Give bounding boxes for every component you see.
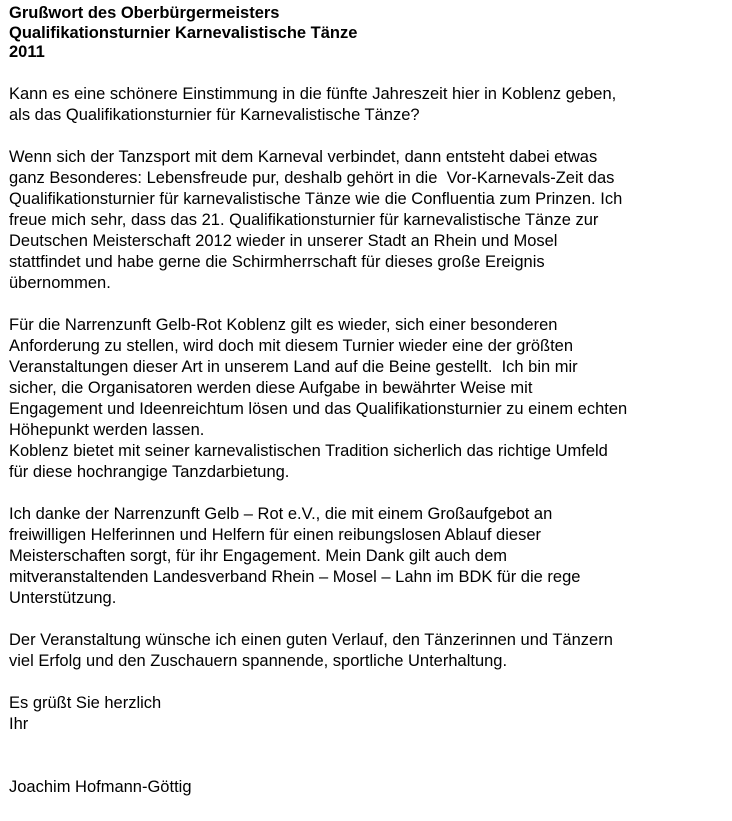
closing-ihr: Ihr [9,714,29,733]
paragraph-tanzsport [9,147,732,294]
text-line: Der Veranstaltung wünsche ich einen guten Verlauf, den Tänzerinnen und Tänzern [9,630,613,649]
text-line: übernommen. [9,273,111,292]
text-line: Deutschen Meisterschaft 2012 wieder in unserer Stadt an Rhein und Mosel [9,231,558,250]
text-line: viel Erfolg und den Zuschauern spannende, sportliche Unterhaltung. [9,651,508,670]
document-heading [9,4,732,63]
text-line: Unterstützung. [9,588,117,607]
paragraph-intro [9,84,732,126]
signature-name: Joachim Hofmann-Göttig [9,777,192,796]
text-line: für diese hochrangige Tanzdarbietung. [9,462,290,481]
text-line: Engagement und Ideenreichtum lösen und das Qualifikationsturnier zu einem echten [9,399,628,418]
text-line: Koblenz bietet mit seiner karnevalistischen Tradition sicherlich das richtige Umfeld [9,441,608,460]
text-line: sicher, die Organisatoren werden diese Aufgabe in bewährter Weise mit [9,378,533,397]
text-line: Für die Narrenzunft Gelb-Rot Koblenz gilt es wieder, sich einer besonderen [9,315,558,334]
paragraph-narrenzunft [9,315,732,483]
text-line: Wenn sich der Tanzsport mit dem Karneval verbindet, dann entsteht dabei etwas [9,147,598,166]
text-line: mitveranstaltenden Landesverband Rhein – Mosel – Lahn im BDK für die rege [9,567,581,586]
heading-line-event: Qualifikationsturnier Karnevalistische Tänze [9,23,358,42]
closing [9,693,732,735]
closing-greeting: Es grüßt Sie herzlich [9,693,162,712]
heading-line-title: Grußwort des Oberbürgermeisters [9,4,280,22]
text-line: freue mich sehr, dass das 21. Qualifikationsturnier für karnevalistische Tänze zur [9,210,599,229]
text-line: Meisterschaften sorgt, für ihr Engagement. Mein Dank gilt auch dem [9,546,507,565]
signature [9,777,732,798]
text-line: Anforderung zu stellen, wird doch mit diesem Turnier wieder eine der größten [9,336,574,355]
text-line: Veranstaltungen dieser Art in unserem Land auf die Beine gestellt. Ich bin mir [9,357,578,376]
text-line: ganz Besonderes: Lebensfreude pur, deshalb gehört in die Vor-Karnevals-Zeit das [9,168,615,187]
text-line: Kann es eine schönere Einstimmung in die fünfte Jahreszeit hier in Koblenz geben, [9,84,617,103]
text-line: Höhepunkt werden lassen. [9,420,205,439]
paragraph-thanks [9,504,732,609]
text-line: stattfindet und habe gerne die Schirmherrschaft für dieses große Ereignis [9,252,545,271]
text-line: freiwilligen Helferinnen und Helfern für einen reibungslosen Ablauf dieser [9,525,541,544]
text-line: Qualifikationsturnier für karnevalistische Tänze wie die Confluentia zum Prinzen. Ich [9,189,623,208]
paragraph-wishes [9,630,732,672]
text-line: als das Qualifikationsturnier für Karnevalistische Tänze? [9,105,420,124]
text-line: Ich danke der Narrenzunft Gelb – Rot e.V., die mit einem Großaufgebot an [9,504,553,523]
heading-line-year: 2011 [9,43,45,61]
